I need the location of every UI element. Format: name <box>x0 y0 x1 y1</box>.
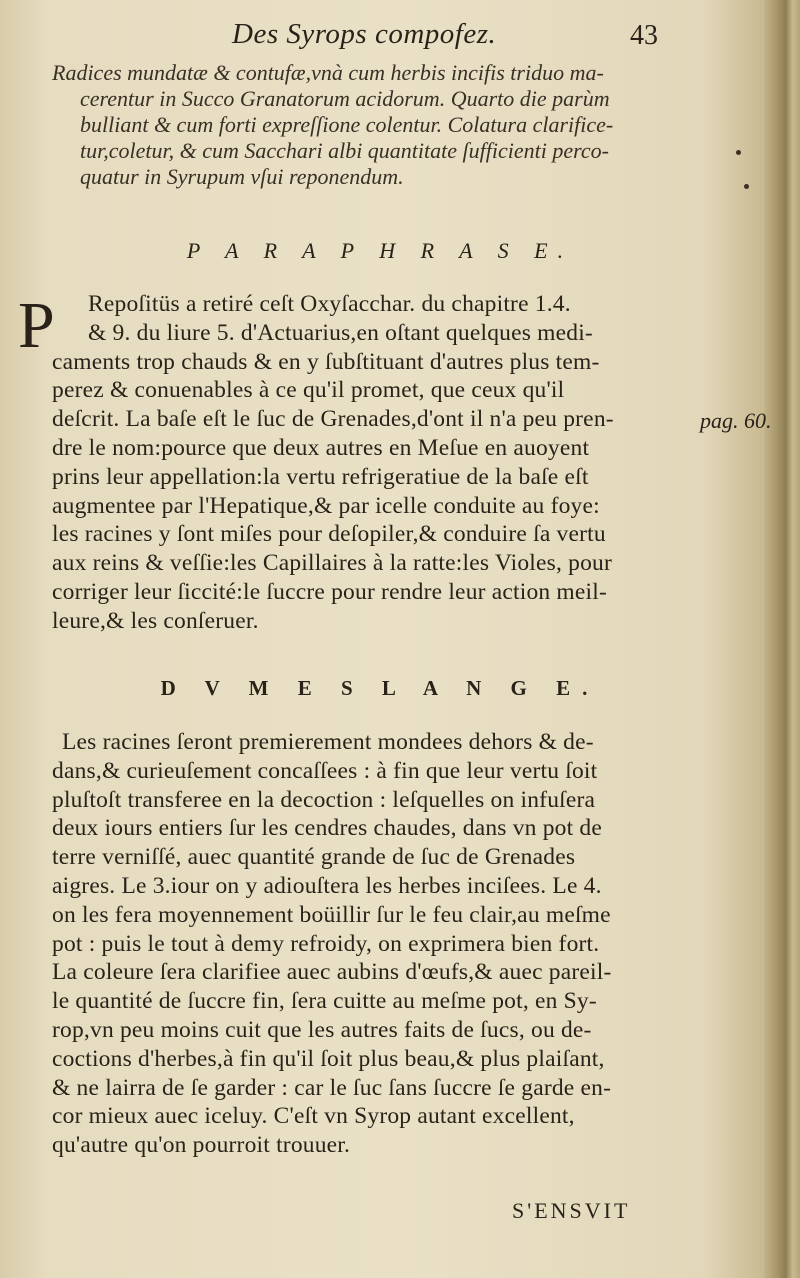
meslange-line: aigres. Le 3.iour on y adiouſtera les herbes inciſees. Le 4. <box>52 872 602 899</box>
meslange-line: Les racines ſeront premierement mondees dehors & de- <box>62 729 594 755</box>
ink-speck <box>744 184 749 189</box>
catchword: S'ENSVIT <box>512 1198 631 1223</box>
paraphrase-line: dre le nom:pource que deux autres en Meſue en auoyent <box>52 434 590 461</box>
recipe-line: Radices mundatæ & contufæ,vnà cum herbis incifis triduo ma- <box>52 60 604 85</box>
meslange-line: le quantité de ſuccre fin, ſera cuitte au meſme pot, en Sy- <box>52 988 597 1015</box>
paraphrase-line: augmentee par l'Hepatique,& par icelle conduite au foye: <box>52 492 600 519</box>
paraphrase-line: prins leur appellation:la vertu refrigeratiue de la baſe eſt <box>52 463 589 490</box>
paraphrase-heading: P A R A P H R A S E. <box>186 238 574 263</box>
meslange-line: La coleure ſera clarifiee auec aubins d'œufs,& auec pareil- <box>52 959 612 986</box>
meslange-line: & ne lairra de ſe garder : car le ſuc ſans ſuccre ſe garde en- <box>52 1074 612 1101</box>
paraphrase-line: les racines y ſont miſes pour deſopiler,& conduire ſa vertu <box>52 521 606 548</box>
recipe-line: quatur in Syrupum vſui reponendum. <box>80 164 404 189</box>
paraphrase-line: leure,& les conſeruer. <box>52 607 259 634</box>
meslange-heading: D V M E S L A N G E. <box>160 676 600 700</box>
marginal-reference: pag. 60. <box>700 408 772 433</box>
paraphrase-line: perez & conuenables à ce qu'il promet, que ceux qu'il <box>52 377 565 404</box>
meslange-line: dans,& curieuſement concaſſees : à fin que leur vertu ſoit <box>52 757 598 784</box>
meslange-line: cor mieux auec iceluy. C'eſt vn Syrop autant excellent, <box>52 1103 575 1130</box>
recipe-line: bulliant & cum forti expreſſione colentur. Colatura clarifice- <box>80 112 614 137</box>
latin-recipe <box>52 60 692 190</box>
paraphrase-line: caments trop chauds & en y ſubſtituant d'autres plus tem- <box>52 348 600 375</box>
recipe-line: tur,coletur, & cum Sacchari albi quantitate ſufficienti perco- <box>80 138 609 163</box>
paraphrase-line: deſcrit. La baſe eſt le ſuc de Grenades,d'ont il n'a peu pren- <box>52 406 614 433</box>
meslange-line: deux iours entiers ſur les cendres chaudes, dans vn pot de <box>52 815 602 842</box>
paraphrase-line: aux reins & veſſie:les Capillaires à la ratte:les Violes, pour <box>52 550 613 577</box>
page-edge <box>764 0 800 1278</box>
paraphrase-line: & 9. du liure 5. d'Actuarius,en oſtant quelques medi- <box>88 319 593 346</box>
meslange-line: qu'autre qu'on pourroit trouuer. <box>52 1132 351 1159</box>
ink-speck <box>736 150 741 155</box>
drop-cap: P <box>18 289 55 362</box>
meslange-line: pluſtoſt transferee en la decoction : leſquelles on infuſera <box>52 786 596 813</box>
meslange-line: rop,vn peu moins cuit que les autres faits de ſucs, ou de- <box>52 1016 592 1043</box>
paraphrase-body <box>52 290 692 636</box>
paraphrase-line: Repoſitüs a retiré ceſt Oxyſacchar. du chapitre 1.4. <box>88 291 571 317</box>
meslange-line: terre verniſſé, auec quantité grande de ſuc de Grenades <box>52 844 576 871</box>
meslange-line: pot : puis le tout à demy refroidy, on exprimera bien fort. <box>52 930 600 957</box>
paraphrase-line: corriger leur ſiccité:le ſuccre pour rendre leur action meil- <box>52 578 608 605</box>
meslange-line: on les fera moyennement boüillir ſur le feu clair,au meſme <box>52 901 611 928</box>
page-header <box>0 18 760 60</box>
meslange-line: coctions d'herbes,à fin qu'il ſoit plus beau,& plus plaiſant, <box>52 1045 605 1072</box>
running-title: Des Syrops compofez. <box>232 18 497 50</box>
meslange-body <box>52 728 692 1160</box>
page-number: 43 <box>630 20 658 51</box>
recipe-line: cerentur in Succo Granatorum acidorum. Quarto die parùm <box>80 86 610 111</box>
